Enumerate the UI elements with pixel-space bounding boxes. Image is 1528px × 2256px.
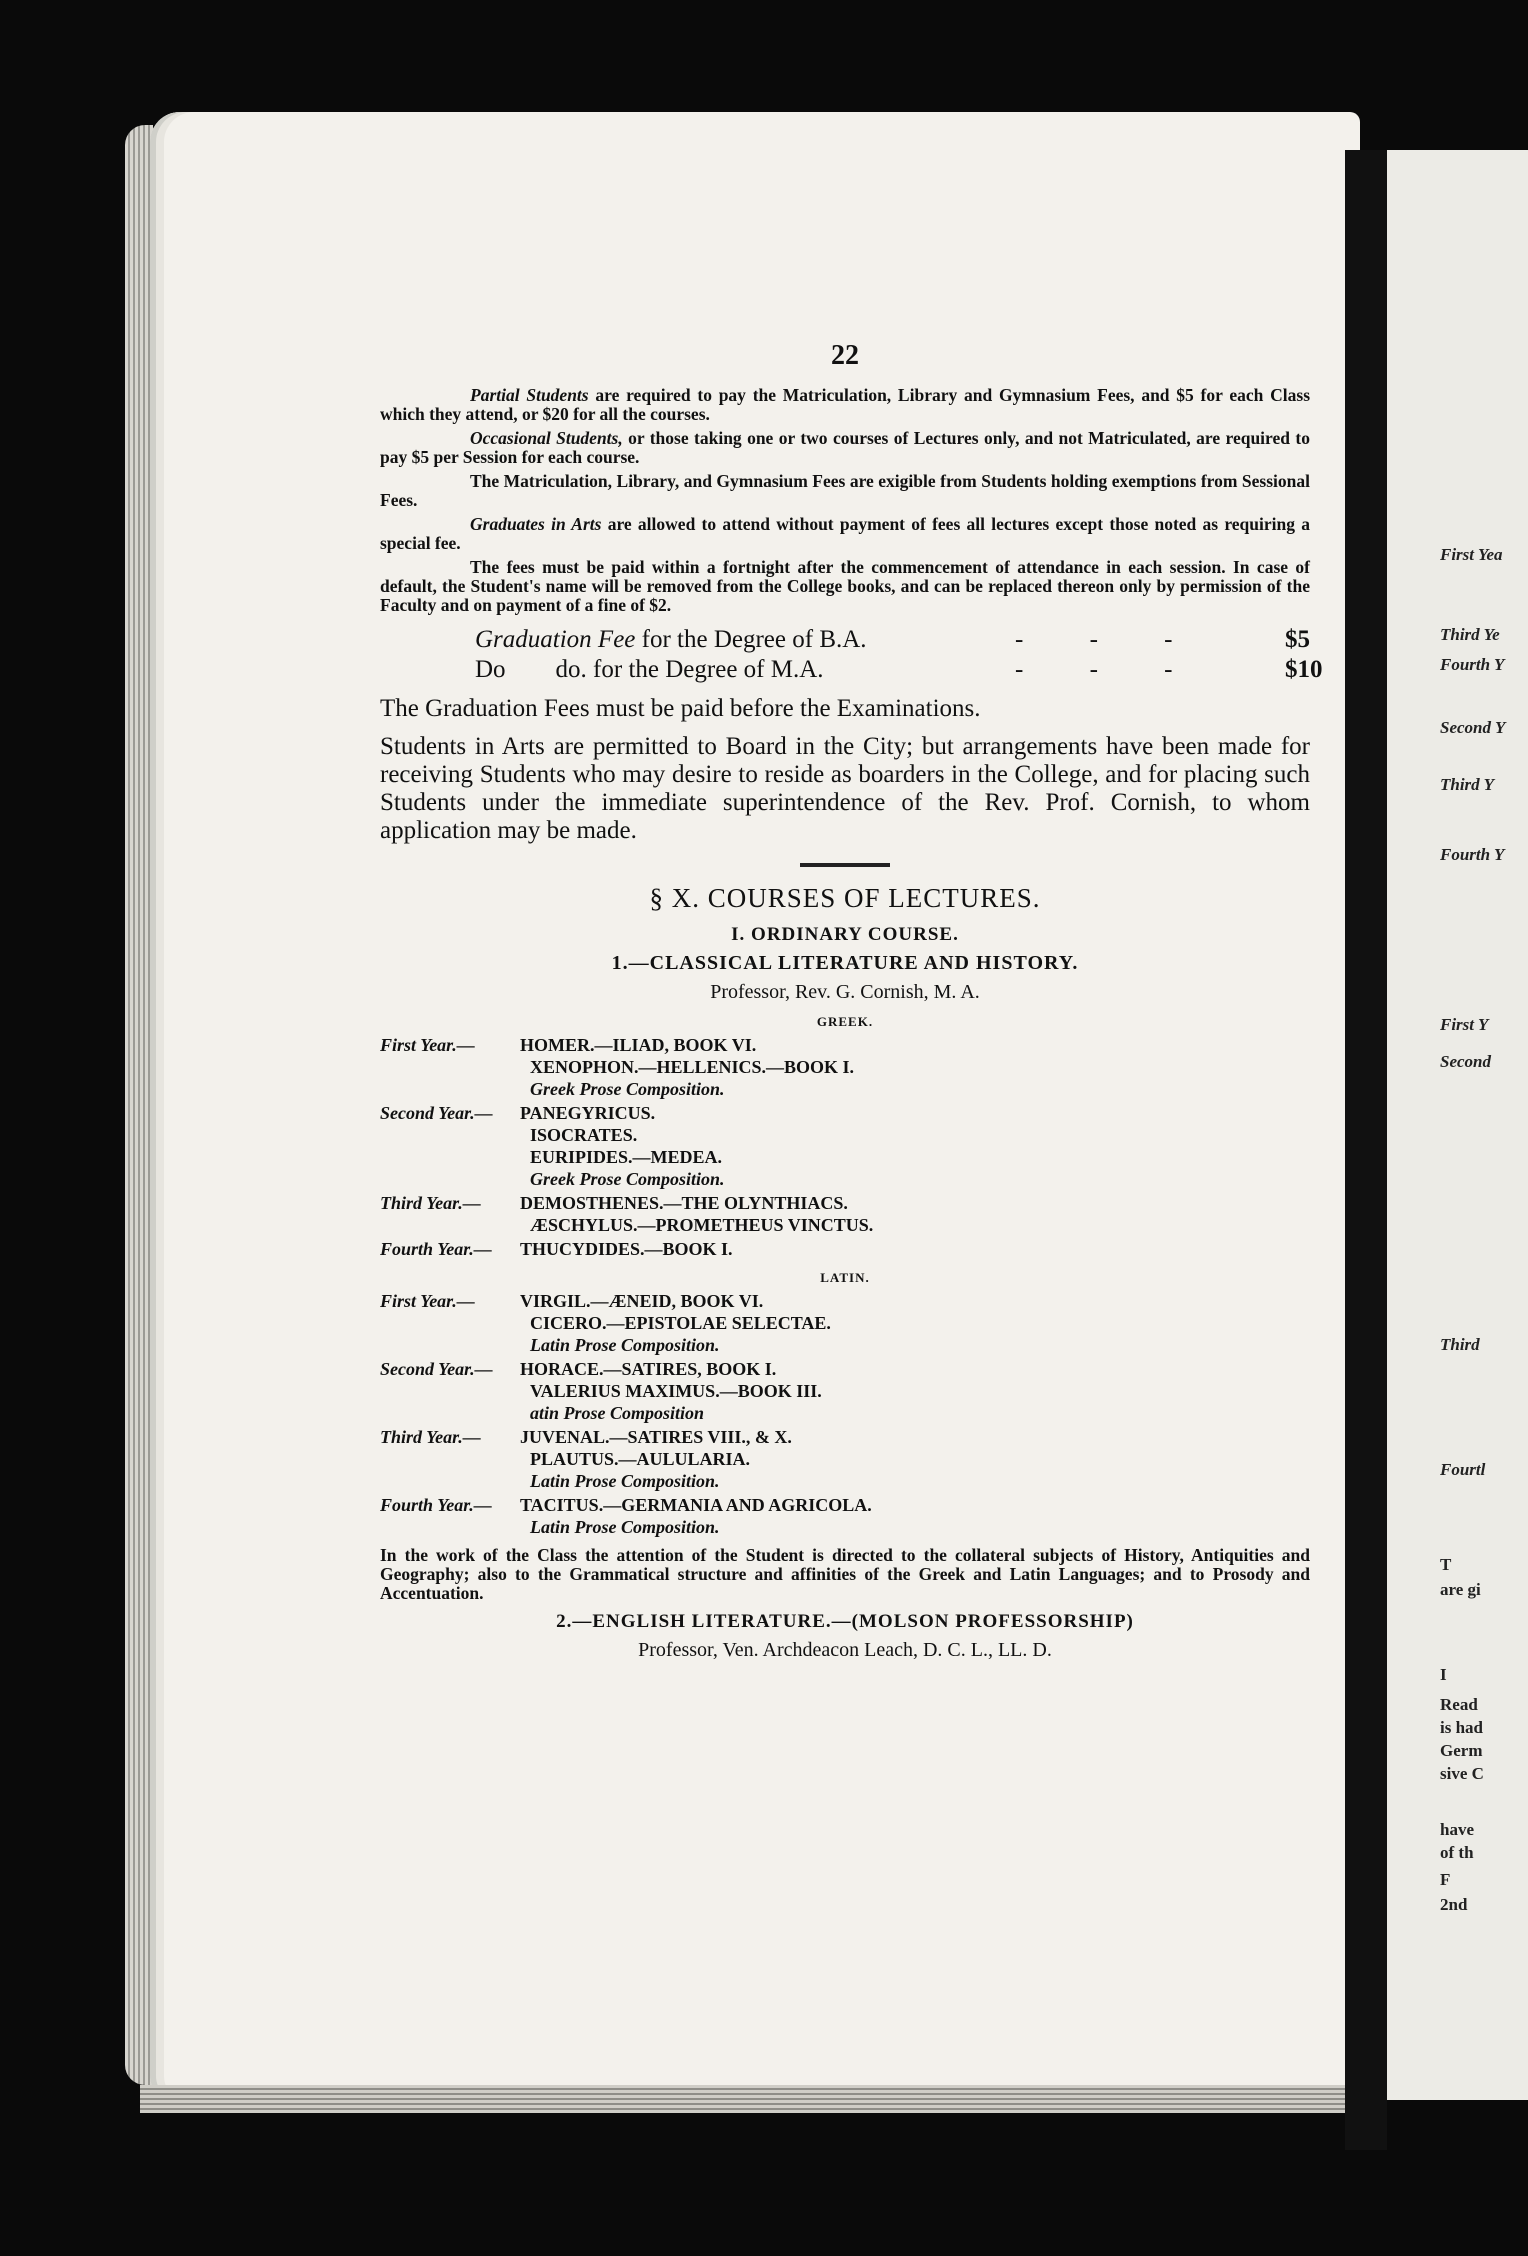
syllabus-line — [380, 1192, 1310, 1214]
latin-heading: LATIN. — [820, 1270, 870, 1285]
facing-page-fragment: is had — [1440, 1718, 1483, 1737]
facing-page-fragment: F — [1440, 1870, 1451, 1889]
facing-page-fragment: I — [1440, 1665, 1447, 1684]
facing-page-fragment: T — [1440, 1555, 1452, 1574]
greek-heading: GREEK. — [816, 1014, 874, 1029]
facing-page-fragment: Fourtl — [1440, 1460, 1486, 1479]
facing-page-fragment: First Y — [1440, 1015, 1489, 1034]
fee-paragraph-lead: Partial Students — [470, 385, 589, 405]
fee-paragraph-text: are required to pay the Matriculation, Library and Gymnasium Fees, and $5 for each Class which they attend, or $20 for all the courses. — [380, 385, 1311, 424]
syllabus-year — [380, 1034, 1310, 1100]
facing-page-fragment: have — [1440, 1820, 1474, 1839]
fee-paragraph-text: The fees must be paid within a fortnight after the commencement of attendance in each session. In case of default, the Student's name will be removed from the College books, and can be replaced thereon only by permission of the Faculty and on payment of a fine of $2. — [380, 557, 1310, 615]
boarding-note: Students in Arts are permitted to Board in the City; but arrangements have been made for receiving Students who may desire to reside as boarders in the College, and for placing such Students under the immediate superintendence of the Rev. Prof. Cornish, to whom application may be made. — [380, 733, 1310, 844]
syllabus-line — [380, 1124, 1310, 1146]
graduation-note: The Graduation Fees must be paid before the Examinations. — [380, 695, 981, 722]
year-label: Third Year.— — [380, 1193, 481, 1213]
fee-amount: $10 — [1285, 656, 1323, 683]
facing-page-fragment: Read — [1440, 1695, 1478, 1714]
syllabus-text: XENOPHON.—HELLENICS.—BOOK I. — [530, 1057, 855, 1077]
syllabus-line — [380, 1146, 1310, 1168]
syllabus-text: ISOCRATES. — [530, 1125, 638, 1145]
graduation-fee-row — [475, 625, 1310, 655]
page-stack-edge — [125, 125, 153, 2085]
syllabus-text: Latin Prose Composition. — [530, 1471, 720, 1491]
fee-label-italic: Graduation Fee — [475, 626, 636, 653]
syllabus-text: EURIPIDES.—MEDEA. — [530, 1147, 723, 1167]
syllabus-line — [380, 1448, 1310, 1470]
syllabus-line — [380, 1214, 1310, 1236]
fees-section — [380, 386, 1310, 615]
page-bottom-edge — [140, 2085, 1355, 2113]
fee-paragraph — [380, 558, 1310, 615]
syllabus-text: Greek Prose Composition. — [530, 1079, 725, 1099]
latin-syllabus — [380, 1290, 1310, 1538]
facing-page-fragment: First Yea — [1440, 545, 1503, 564]
year-label: Second Year.— — [380, 1359, 493, 1379]
syllabus-line — [380, 1168, 1310, 1190]
greek-syllabus — [380, 1034, 1310, 1260]
year-label: First Year.— — [380, 1035, 475, 1055]
subject-title: 1.—CLASSICAL LITERATURE AND HISTORY. — [611, 952, 1079, 974]
syllabus-line — [380, 1290, 1310, 1312]
book-spine — [1345, 150, 1387, 2150]
fee-paragraph-text: or those taking one or two courses of Lectures only, and not Matriculated, are required to pay $5 per Session for each course. — [380, 428, 1310, 467]
facing-page-fragment: Second — [1440, 1052, 1491, 1071]
section-title: § X. COURSES OF LECTURES. — [649, 883, 1041, 913]
page-number: 22 — [831, 340, 859, 371]
syllabus-text: PLAUTUS.—AULULARIA. — [530, 1449, 751, 1469]
year-label: Fourth Year.— — [380, 1495, 492, 1515]
facing-page-fragment: Third — [1440, 1335, 1480, 1354]
syllabus-year — [380, 1192, 1310, 1236]
graduation-fee-row — [475, 655, 1323, 685]
facing-page-fragment: 2nd — [1440, 1895, 1468, 1914]
graduation-fees — [380, 625, 1323, 685]
professor-line: Professor, Rev. G. Cornish, M. A. — [710, 981, 980, 1003]
page-content — [380, 340, 1323, 1672]
fee-paragraph-text: are allowed to attend without payment of fees all lectures except those noted as requiring a special fee. — [380, 514, 1310, 553]
syllabus-text: VALERIUS MAXIMUS.—BOOK III. — [530, 1381, 822, 1401]
course-title: I. ORDINARY COURSE. — [731, 924, 959, 945]
divider-rule — [800, 863, 890, 867]
syllabus-line — [380, 1494, 1310, 1516]
syllabus-text: Latin Prose Composition. — [530, 1335, 720, 1355]
syllabus-year — [380, 1494, 1310, 1538]
facing-page-fragment: of th — [1440, 1843, 1474, 1862]
syllabus-text: CICERO.—EPISTOLAE SELECTAE. — [530, 1313, 831, 1333]
fee-paragraph — [380, 429, 1310, 467]
english-professor: Professor, Ven. Archdeacon Leach, D. C. L., LL. D. — [638, 1639, 1052, 1661]
facing-page-fragment: Germ — [1440, 1741, 1483, 1760]
year-label: Third Year.— — [380, 1427, 481, 1447]
syllabus-line — [380, 1516, 1310, 1538]
syllabus-line — [380, 1102, 1310, 1124]
syllabus-text: JUVENAL.—SATIRES VIII., & X. — [520, 1427, 792, 1447]
year-label: Fourth Year.— — [380, 1239, 492, 1259]
syllabus-year — [380, 1358, 1310, 1424]
fee-paragraph — [380, 386, 1310, 424]
syllabus-text: DEMOSTHENES.—THE OLYNTHIACS. — [520, 1193, 848, 1213]
syllabus-line — [380, 1056, 1310, 1078]
facing-page-fragment: Fourth Y — [1440, 655, 1505, 674]
syllabus-text: atin Prose Composition — [530, 1403, 705, 1423]
year-label: First Year.— — [380, 1291, 475, 1311]
syllabus-line — [380, 1238, 1310, 1260]
year-label: Second Year.— — [380, 1103, 493, 1123]
facing-page-fragment: Third Y — [1440, 775, 1495, 794]
syllabus-text: VIRGIL.—ÆNEID, BOOK VI. — [520, 1291, 764, 1311]
facing-page-fragment: are gi — [1440, 1580, 1481, 1599]
syllabus-year — [380, 1238, 1310, 1260]
syllabus-text: Latin Prose Composition. — [530, 1517, 720, 1537]
fee-paragraph-lead: Graduates in Arts — [470, 514, 602, 534]
fee-paragraph — [380, 515, 1310, 553]
syllabus-line — [380, 1470, 1310, 1492]
syllabus-text: THUCYDIDES.—BOOK I. — [520, 1239, 733, 1259]
leader-dots: - - - — [1015, 626, 1203, 653]
syllabus-line — [380, 1426, 1310, 1448]
facing-page-fragment: Fourth Y — [1440, 845, 1505, 864]
syllabus-text: TACITUS.—GERMANIA AND AGRICOLA. — [520, 1495, 872, 1515]
fee-paragraph-lead: Occasional Students, — [470, 428, 623, 448]
facing-page-fragment: Third Ye — [1440, 625, 1500, 644]
syllabus-line — [380, 1358, 1310, 1380]
fee-label: for the Degree of B.A. — [635, 626, 867, 653]
syllabus-text: HOMER.—ILIAD, BOOK VI. — [520, 1035, 757, 1055]
fee-paragraph — [380, 472, 1310, 510]
syllabus-line — [380, 1078, 1310, 1100]
syllabus-line — [380, 1034, 1310, 1056]
facing-page-fragment: Second Y — [1440, 718, 1506, 737]
syllabus-text: HORACE.—SATIRES, BOOK I. — [520, 1359, 777, 1379]
fee-label: Do do. for the Degree of M.A. — [475, 656, 824, 683]
fee-paragraph-text: The Matriculation, Library, and Gymnasium Fees are exigible from Students holding exemptions from Sessional Fees. — [380, 471, 1310, 510]
syllabus-year — [380, 1426, 1310, 1492]
leader-dots: - - - — [1015, 656, 1203, 683]
right-page — [1387, 150, 1528, 2100]
syllabus-year — [380, 1290, 1310, 1356]
english-title: 2.—ENGLISH LITERATURE.—(MOLSON PROFESSORSHIP) — [556, 1611, 1134, 1632]
facing-page-fragment: sive C — [1440, 1764, 1484, 1783]
syllabus-line — [380, 1380, 1310, 1402]
syllabus-line — [380, 1312, 1310, 1334]
class-note: In the work of the Class the attention of the Student is directed to the collateral subjects of History, Antiquities and Geography; also to the Grammatical structure and affinities of the Greek and Latin Languages; and to Prosody and Accentuation. — [380, 1545, 1310, 1603]
syllabus-line — [380, 1334, 1310, 1356]
syllabus-line — [380, 1402, 1310, 1424]
syllabus-text: ÆSCHYLUS.—PROMETHEUS VINCTUS. — [530, 1215, 874, 1235]
syllabus-year — [380, 1102, 1310, 1190]
syllabus-text: Greek Prose Composition. — [530, 1169, 725, 1189]
fee-amount: $5 — [1285, 626, 1310, 653]
syllabus-text: PANEGYRICUS. — [520, 1103, 656, 1123]
